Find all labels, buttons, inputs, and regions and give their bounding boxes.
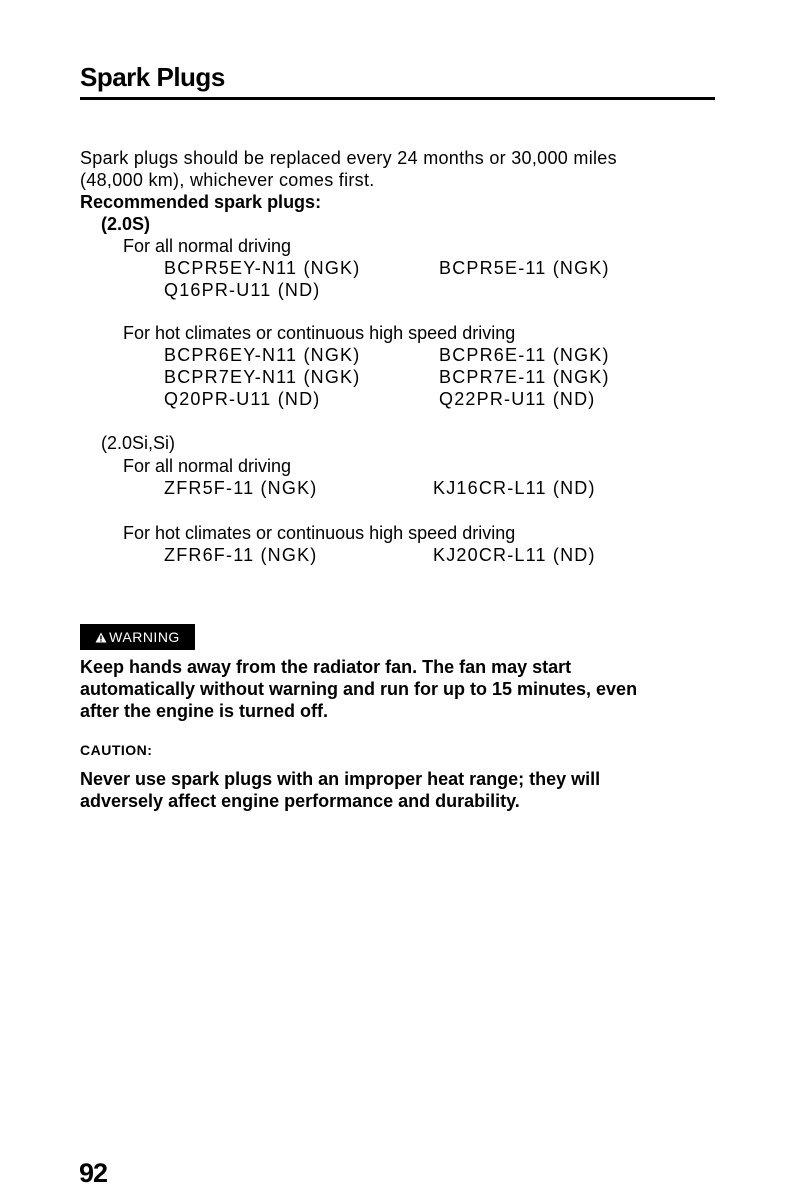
group-20s-normal-label: For all normal driving: [123, 236, 292, 256]
warning-badge-label: WARNING: [109, 629, 180, 645]
group-20s-label: (2.0S): [101, 214, 151, 234]
plug-code: Q22PR-U11 (ND): [439, 389, 596, 409]
intro-line-1: Spark plugs should be replaced every 24 months or 30,000 miles: [80, 148, 617, 168]
plug-code: BCPR7EY-N11 (NGK): [164, 367, 361, 387]
group-20si-hot-label: For hot climates or continuous high speed driving: [123, 523, 516, 543]
plug-code: KJ16CR-L11 (ND): [433, 478, 596, 498]
warning-text: [80, 656, 716, 722]
group-20s-hot-label: For hot climates or continuous high speed driving: [123, 323, 516, 343]
plug-code: KJ20CR-L11 (ND): [433, 545, 596, 565]
intro-line-2: (48,000 km), whichever comes first.: [80, 170, 375, 190]
warning-line-2: automatically without warning and run for up to 15 minutes, even: [80, 679, 638, 699]
warning-line-1: Keep hands away from the radiator fan. The fan may start: [80, 657, 572, 677]
plug-code: Q20PR-U11 (ND): [164, 389, 321, 409]
warning-line-3: after the engine is turned off.: [80, 701, 329, 721]
recommended-heading: Recommended spark plugs:: [80, 192, 322, 212]
intro-paragraph: [80, 147, 715, 191]
plug-code: BCPR6EY-N11 (NGK): [164, 345, 361, 365]
caution-label: CAUTION:: [80, 742, 153, 758]
warning-badge: [80, 624, 195, 650]
plug-code: BCPR7E-11 (NGK): [439, 367, 610, 387]
plug-code: ZFR6F-11 (NGK): [164, 545, 318, 565]
caution-line-2: adversely affect engine performance and durability.: [80, 791, 520, 811]
page-number: 92: [79, 1158, 108, 1188]
warning-triangle-icon: [95, 632, 107, 643]
plug-code: BCPR5E-11 (NGK): [439, 258, 610, 278]
plug-code: Q16PR-U11 (ND): [164, 280, 321, 300]
title-rule: [80, 97, 715, 100]
page-title: Spark Plugs: [80, 62, 225, 92]
plug-code: BCPR6E-11 (NGK): [439, 345, 610, 365]
group-20si-normal-label: For all normal driving: [123, 456, 292, 476]
group-20si-label: (2.0Si,Si): [101, 433, 176, 453]
plug-code: BCPR5EY-N11 (NGK): [164, 258, 361, 278]
caution-text: [80, 768, 716, 812]
plug-code: ZFR5F-11 (NGK): [164, 478, 318, 498]
caution-line-1: Never use spark plugs with an improper heat range; they will: [80, 769, 601, 789]
